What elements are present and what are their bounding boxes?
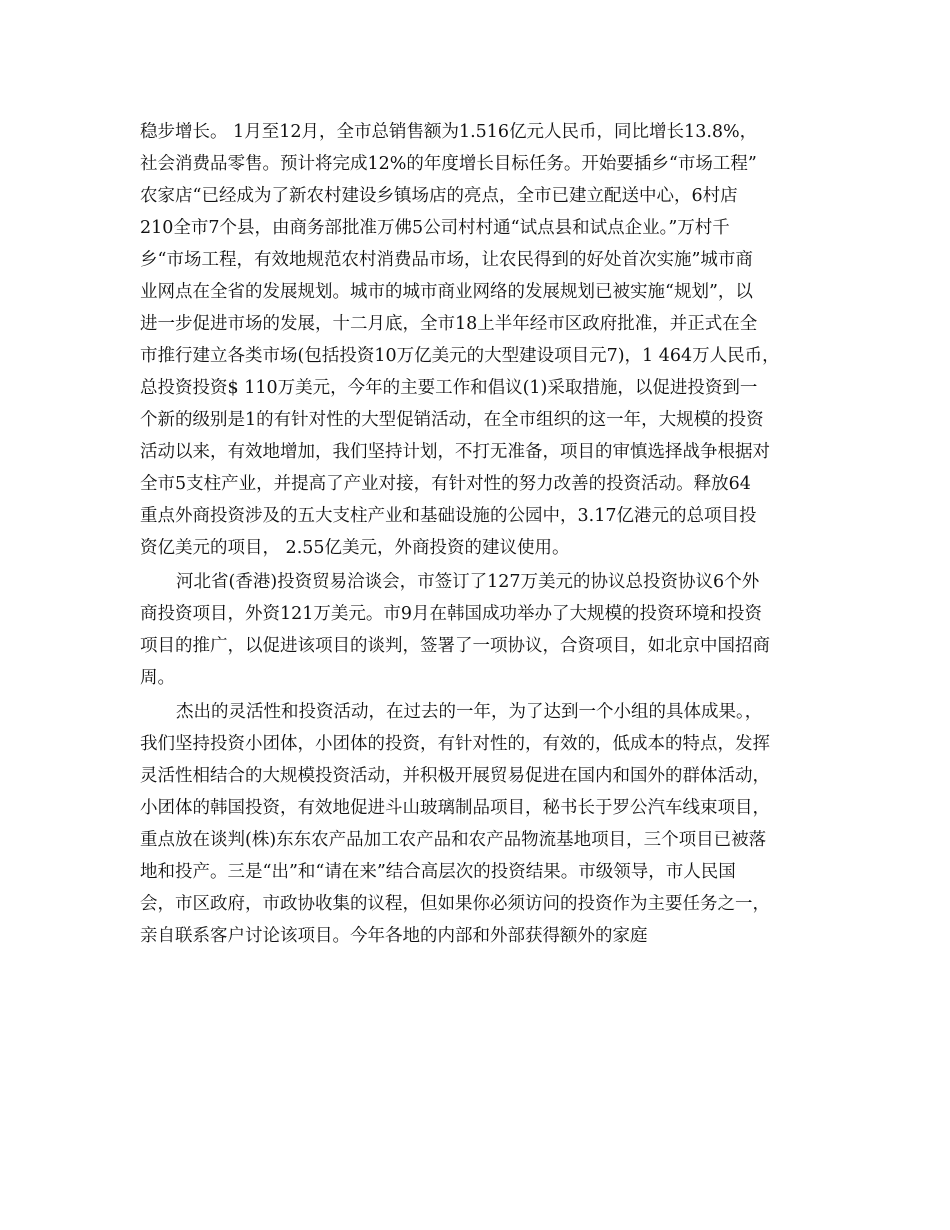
document-body <box>140 116 815 952</box>
text-line: 周。 <box>140 668 175 688</box>
paragraph <box>140 696 815 952</box>
text-line: 总投资投资$ 110万美元，今年的主要工作和倡议(1)采取措施，以促进投资到一 <box>140 378 758 398</box>
text-line: 河北省(香港)投资贸易洽谈会，市签订了127万美元的协议总投资协议6个外 <box>176 572 760 592</box>
text-line: 社会消费品零售。预计将完成12%的年度增长目标任务。开始要插乡“市场工程” <box>140 154 757 174</box>
paragraph <box>140 566 815 694</box>
text-line: 活动以来，有效地增加，我们坚持计划，不打无准备，项目的审慎选择战争根据对 <box>140 442 770 462</box>
text-line: 进一步促进市场的发展，十二月底，全市18上半年经市区政府批准，并正式在全 <box>140 314 758 334</box>
text-line: 项目的推广，以促进该项目的谈判，签署了一项协议，合资项目，如北京中国招商 <box>140 636 770 656</box>
text-line: 重点外商投资涉及的五大支柱产业和基础设施的公园中，3.17亿港元的总项目投 <box>140 506 757 526</box>
text-line: 全市5支柱产业，并提高了产业对接，有针对性的努力改善的投资活动。释放64 <box>140 474 751 494</box>
text-line: 资亿美元的项目， 2.55亿美元，外商投资的建议使用。 <box>140 538 570 558</box>
text-line: 地和投产。三是“出”和“请在来”结合高层次的投资结果。市级领导，市人民国 <box>140 862 736 882</box>
text-line: 乡“市场工程，有效地规范农村消费品市场，让农民得到的好处首次实施”城市商 <box>140 250 753 270</box>
paragraph <box>140 116 815 564</box>
text-line: 我们坚持投资小团体，小团体的投资，有针对性的，有效的，低成本的特点，发挥 <box>140 734 770 754</box>
text-line: 重点放在谈判(株)东东农产品加工农产品和农产品物流基地项目，三个项目已被落 <box>140 830 767 850</box>
text-line: 灵活性相结合的大规模投资活动，并积极开展贸易促进在国内和国外的群体活动， <box>140 766 770 786</box>
text-line: 农家店“已经成为了新农村建设乡镇场店的亮点，全市已建立配送中心，6村店 <box>140 186 738 206</box>
text-line: 杰出的灵活性和投资活动，在过去的一年，为了达到一个小组的具体成果。， <box>176 702 763 722</box>
text-line: 业网点在全省的发展规划。城市的城市商业网络的发展规划已被实施“规划”，以 <box>140 282 753 302</box>
text-content <box>140 116 815 952</box>
text-line: 个新的级别是1的有针对性的大型促销活动，在全市组织的这一年，大规模的投资 <box>140 410 764 430</box>
text-line: 商投资项目，外资121万美元。市9月在韩国成功举办了大规模的投资环境和投资 <box>140 604 763 624</box>
text-line: 市推行建立各类市场(包括投资10万亿美元的大型建设项目元7)，1 464万人民币， <box>140 346 780 366</box>
text-line: 亲自联系客户讨论该项目。今年各地的内部和外部获得额外的家庭 <box>140 926 648 946</box>
text-line: 小团体的韩国投资，有效地促进斗山玻璃制品项目，秘书长于罗公汽车线束项目， <box>140 798 770 818</box>
text-line: 210全市7个县，由商务部批准万佛5公司村村通“试点县和试点企业。”万村千 <box>140 218 730 238</box>
text-line: 稳步增长。 1月至12月，全市总销售额为1.516亿元人民币，同比增长13.8%， <box>140 122 758 142</box>
text-line: 会，市区政府，市政协收集的议程，但如果你必须访问的投资作为主要任务之一， <box>140 894 770 914</box>
